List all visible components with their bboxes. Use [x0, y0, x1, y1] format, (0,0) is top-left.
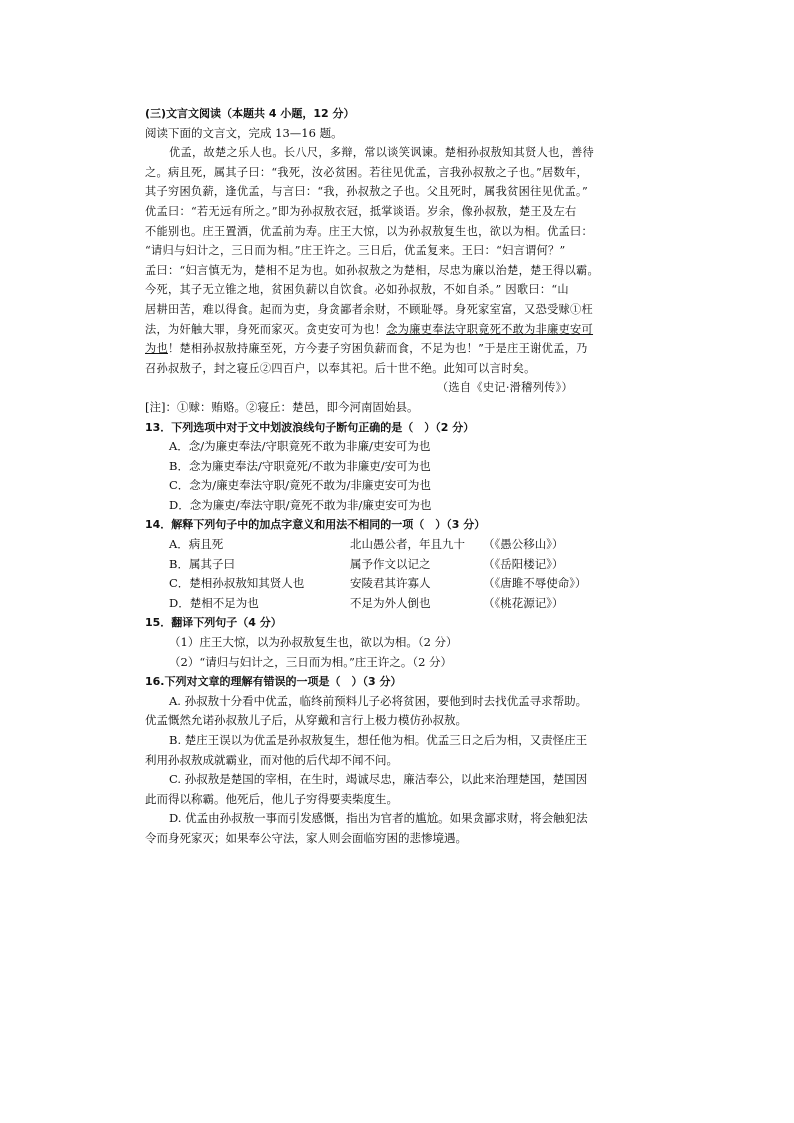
passage-line: 其子穷困负薪，逢优孟，与言曰：“我，孙叔敖之子也。父且死时，属我贫困往见优孟。” [145, 185, 588, 199]
option-c: C．念为/廉吏奉法守职/竟死不敢为/非廉吏安可为也 [169, 478, 431, 493]
passage-line: 之。病且死，属其子曰：“我死，汝必贫困。若往见优孟，言我孙叔敖之子也。”居数年， [145, 165, 588, 179]
passage-line [145, 339, 635, 359]
section-title: (三)文言文阅读（本题共 4 小题，12 分） [145, 107, 355, 120]
passage [145, 143, 635, 398]
question-stem: 13．下列选项中对于文中划波浪线句子断句正确的是（ ）（2 分） [145, 420, 475, 434]
option-sentence: B．属其子曰 [169, 556, 235, 571]
question-14 [145, 515, 635, 613]
question-stem: 14．解释下列句子中的加点字意义和用法不相同的一项（ ）（3 分） [145, 518, 486, 532]
question-stem: 16.下列对文章的理解有错误的一项是（ ）（3 分） [145, 675, 402, 689]
option-source: （《桃花源记》） [483, 595, 564, 610]
option-a-continued: 优孟慨然允诺孙叔敖儿子后，从穿戴和言行上极力模仿孙叔敖。 [145, 713, 467, 728]
option-d-continued: 令而身死家灭；如果奉公守法，家人则会面临穷困的悲惨境遇。 [145, 830, 467, 845]
passage-line [145, 320, 635, 340]
option-a: A. 孙叔敖十分看中优孟，临终前预料儿子必将贫困，要他到时去找优孟寻求帮助。 [169, 693, 588, 708]
annotation-note: [注]：①赇：贿赂。②寝丘：楚邑，即今河南固始县。 [145, 399, 419, 414]
instruction: 阅读下面的文言文，完成 13—16 题。 [145, 125, 343, 140]
option-d [145, 594, 635, 614]
option-c: C. 孙叔敖是楚国的宰相，在生时，竭诚尽忠，廉洁奉公，以此来治理楚国，楚国因 [169, 772, 588, 787]
passage-line: “请归与妇计之，三日而为相。”庄王许之。三日后，优孟复来。王曰：“妇言谓何？” [145, 244, 566, 258]
passage-line: 孟曰：“妇言慎无为，楚相不足为也。如孙叔敖之为楚相，尽忠为廉以治楚，楚王得以霸。 [145, 263, 600, 277]
option-a: A．念/为廉吏奉法/守职竟死不敢为非廉/吏安可为也 [169, 439, 431, 454]
option-b: B. 楚庄王误以为优孟是孙叔敖复生，想任他为相。优孟三日之后为相，又责怪庄王 [169, 733, 588, 747]
wavy-underlined-sentence: 念为廉吏奉法守职竟死不敢为非廉吏安可 [386, 322, 594, 336]
passage-line: 居耕田苦，难以得食。起而为吏，身贪鄙者余财，不顾耻辱。身死家室富，又恐受赇①枉 [145, 302, 594, 316]
option-c-continued: 此而得以称霸。他死后，他儿子穷得要卖柴度生。 [145, 791, 398, 806]
translation-item: （1）庄王大惊，以为孙叔敖复生也，欲以为相。（2 分） [169, 635, 458, 650]
passage-text: 法，为奸触大罪，身死而家灭。贪吏安可为也！ [145, 322, 387, 336]
passage-line: 不能别也。庄王置酒，优孟前为寿。庄王大惊，以为孙叔敖复生也，欲以为相。优孟曰： [145, 224, 594, 238]
passage-source: （选自《史记·滑稽列传》） [436, 381, 573, 395]
option-source: （《愚公移山》） [483, 537, 564, 552]
passage-line: 召孙叔敖子，封之寝丘②四百户，以奉其祀。后十世不绝。此知可以言时矣。 [145, 361, 536, 375]
question-15 [145, 613, 635, 672]
option-compare: 属予作文以记之 [350, 556, 431, 571]
question-stem: 15．翻译下列句子（4 分） [145, 616, 282, 630]
passage-line: 今死，其子无立锥之地，贫困负薪以自饮食。必如孙叔敖，不如自杀。” 因歌曰：“山 [145, 283, 569, 297]
option-d: D．念为廉吏/奉法守职/竟死不敢为非/廉吏安可为也 [169, 497, 432, 512]
translation-item: （2）“请归与妇计之，三日而为相。”庄王许之。（2 分） [169, 654, 453, 669]
option-sentence: D．楚相不足为也 [169, 595, 259, 610]
option-compare: 安陵君其许寡人 [350, 576, 431, 591]
passage-line: 优孟曰：“若无远有所之。”即为孙叔敖衣冠，抵掌谈语。岁余，像孙叔敖，楚王及左右 [145, 204, 577, 218]
option-sentence: C．楚相孙叔敖知其贤人也 [169, 576, 305, 591]
option-b-continued: 利用孙叔敖成就霸业，而对他的后代却不闻不问。 [145, 752, 398, 767]
question-13 [145, 418, 635, 516]
option-b [145, 555, 635, 575]
passage-line: 优孟，故楚之乐人也。长八尺，多辩，常以谈笑讽谏。楚相孙叔敖知其贤人也，善待 [169, 146, 595, 160]
option-compare: 不足为外人倒也 [350, 595, 431, 610]
option-b: B．念为廉吏奉法/守职竟死/不敢为非廉吏/安可为也 [169, 458, 431, 473]
option-compare: 北山愚公者，年且九十 [350, 537, 465, 552]
option-d: D. 优孟由孙叔敖一事而引发感慨，指出为官者的尴尬。如果贪鄙求财，将会触犯法 [169, 811, 588, 826]
question-16 [145, 672, 635, 848]
option-source: （《唐雎不辱使命》） [483, 576, 587, 591]
passage-text: ！楚相孙叔敖持廉至死，方今妻子穷困负薪而食，不足为也！”于是庄王谢优孟，乃 [167, 342, 588, 356]
wavy-underlined-sentence-end: 为也 [145, 342, 168, 356]
option-sentence: A．病且死 [169, 537, 224, 552]
option-source: （《岳阳楼记》） [483, 556, 564, 571]
option-a [145, 535, 635, 555]
option-c [145, 574, 635, 594]
exam-page [145, 104, 635, 849]
